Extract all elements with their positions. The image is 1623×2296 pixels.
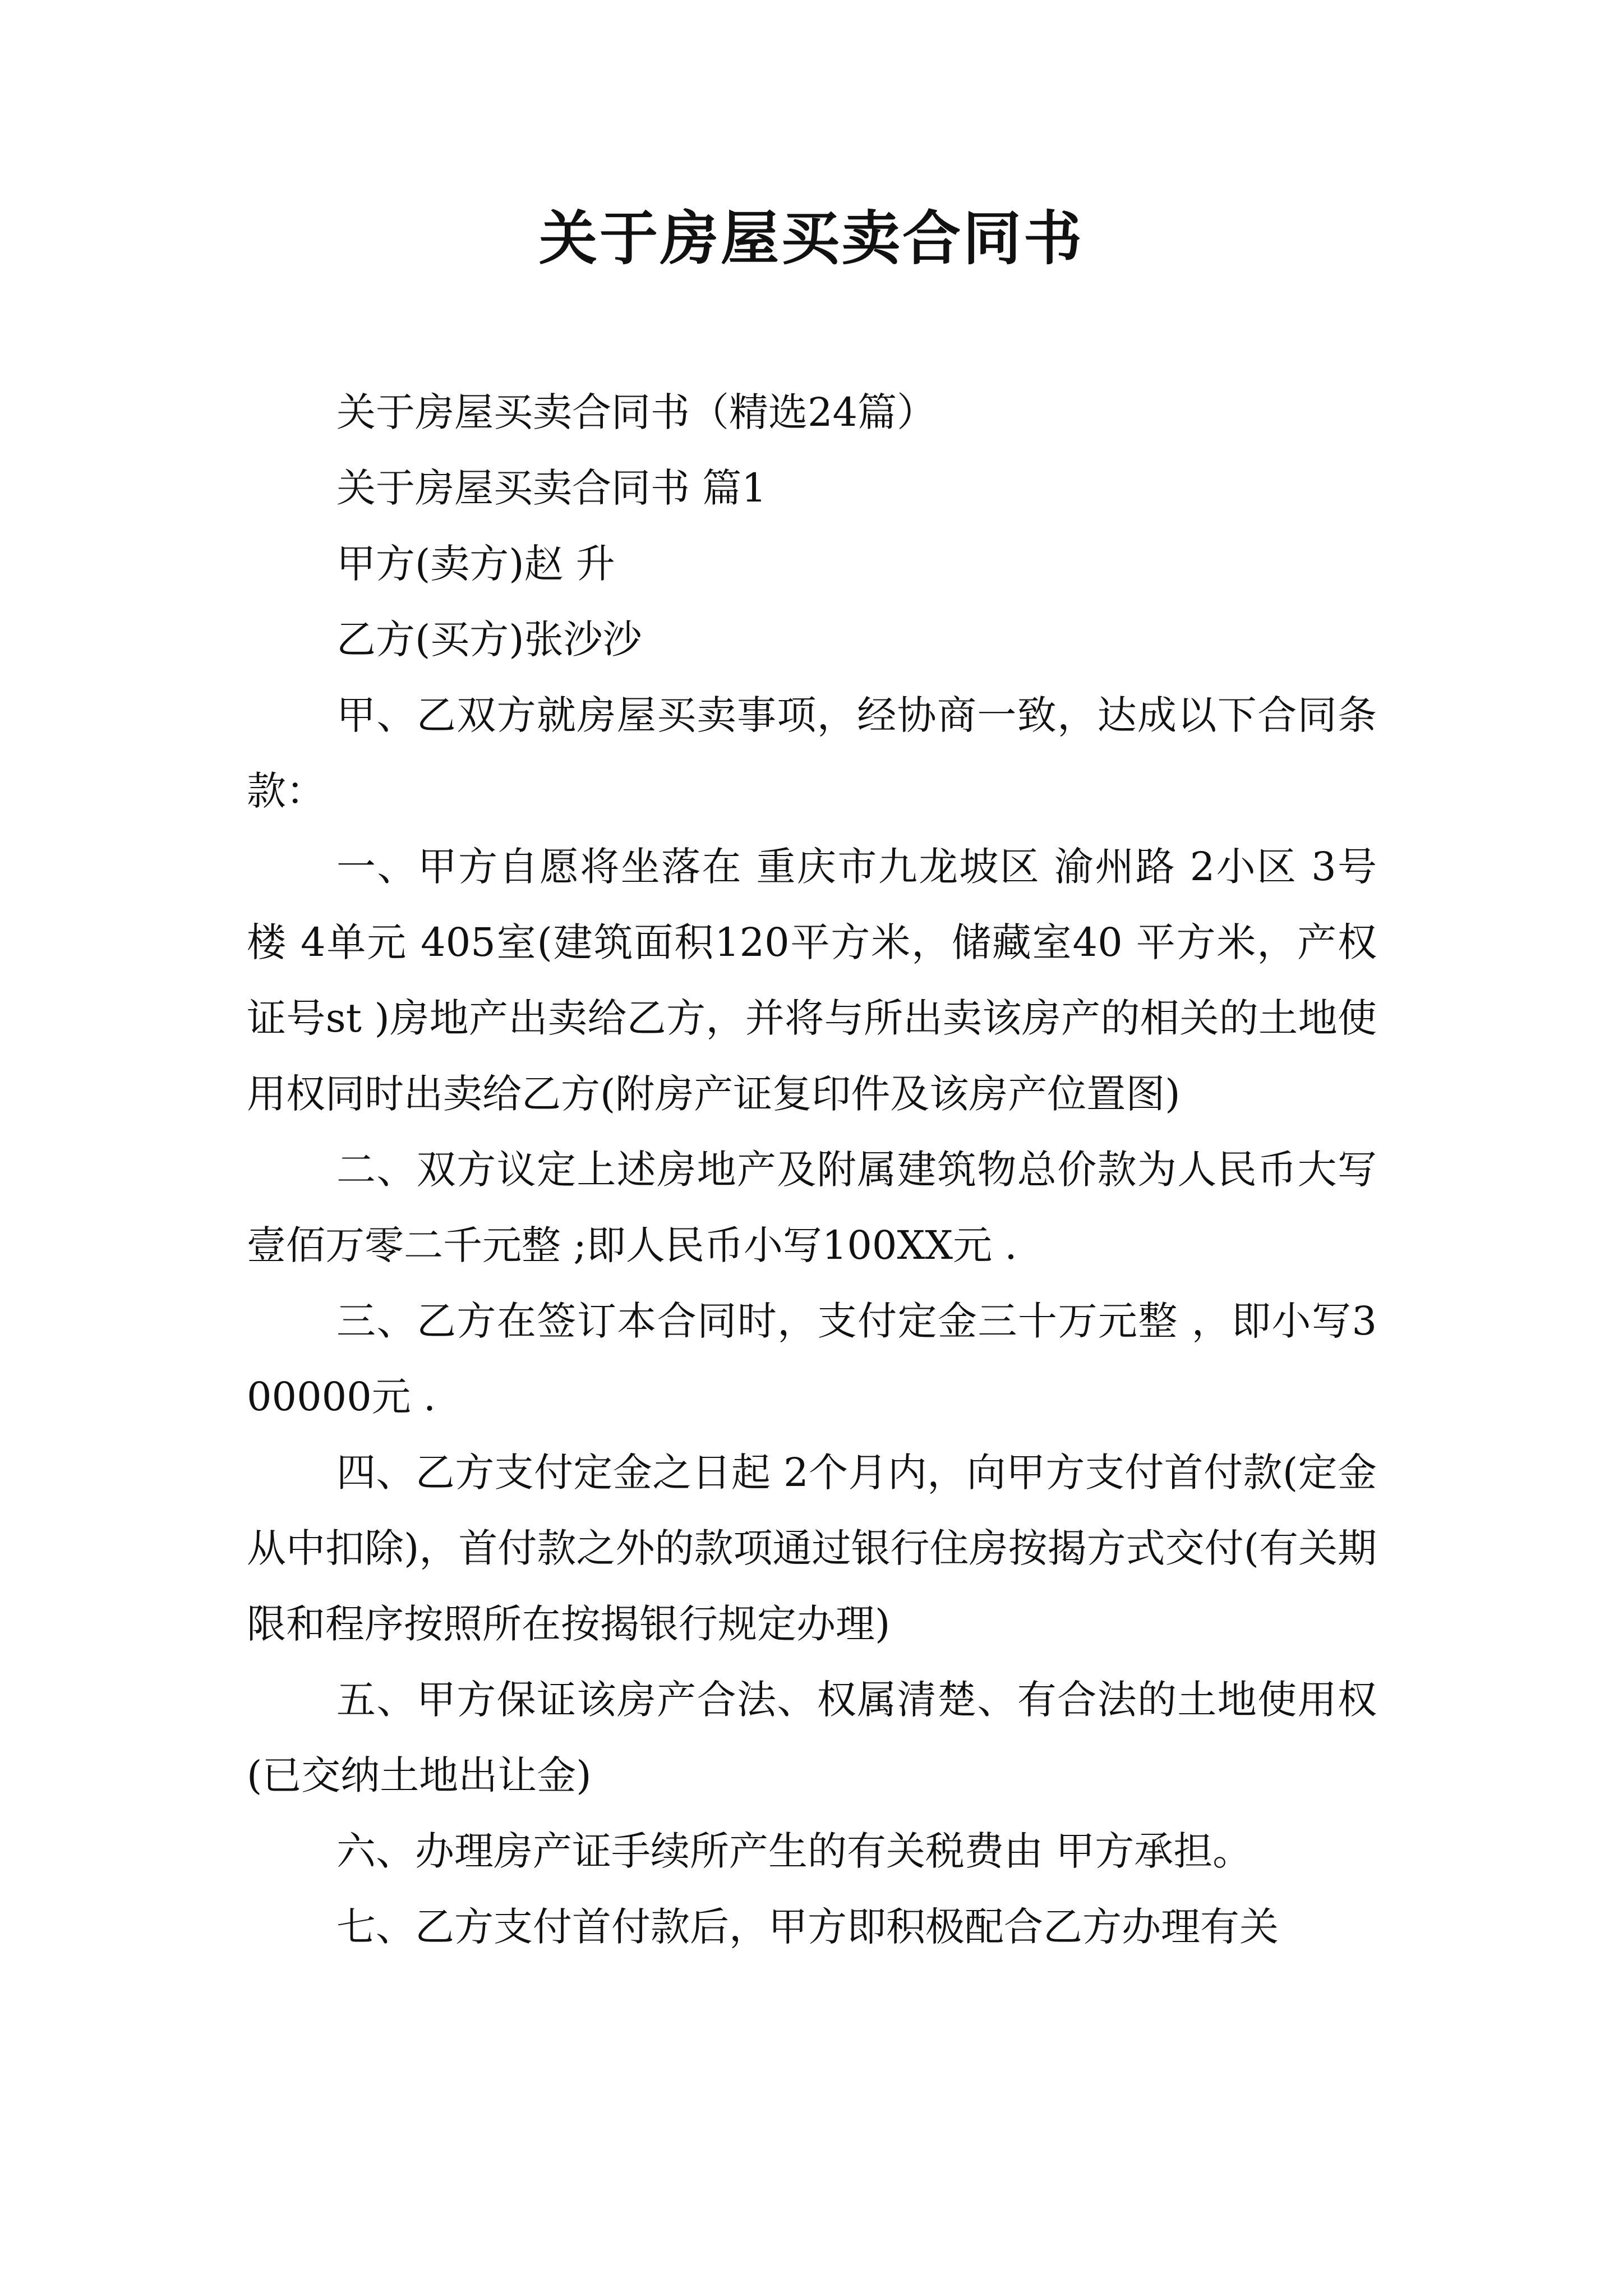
clause-7: 七、乙方支付首付款后，甲方即积极配合乙方办理有关 — [336, 1904, 1279, 1950]
paragraph-party-b: 乙方(买方)张沙沙 — [336, 616, 642, 662]
clause-6: 六、办理房产证手续所产生的有关税费由 甲方承担。 — [336, 1828, 1252, 1874]
paragraph-preamble: 甲、乙双方就房屋买卖事项，经协商一致，达成以下合同条款： — [247, 692, 1377, 814]
paragraph-party-a: 甲方(卖方)赵 升 — [336, 541, 615, 587]
clause-2: 二、双方议定上述房地产及附属建筑物总价款为人民币大写壹佰万零二千元整 ;即人民币小写100XX元 . — [247, 1147, 1377, 1268]
paragraph-chapter-heading: 关于房屋买卖合同书 篇1 — [336, 465, 767, 511]
clause-4: 四、乙方支付定金之日起 2个月内，向甲方支付首付款(定金从中扣除)，首付款之外的款项通过银行住房按揭方式交付(有关期限和程序按照所在按揭银行规定办理) — [247, 1450, 1377, 1647]
document-body — [247, 375, 1377, 1965]
paragraph-collection-title: 关于房屋买卖合同书（精选24篇） — [336, 389, 937, 435]
document-title: 关于房屋买卖合同书 — [538, 204, 1084, 273]
clause-5: 五、甲方保证该房产合法、权属清楚、有合法的土地使用权(已交纳土地出让金) — [247, 1677, 1377, 1798]
clause-1: 一、甲方自愿将坐落在 重庆市九龙坡区 渝州路 2小区 3号楼 4单元 405室(建筑面积120平方米，储藏室40 平方米，产权证号st )房地产出卖给乙方，并将与所出卖该房产的相关的土地使用权同时出卖给乙方(附房产证复印件及该房产位置图) — [247, 844, 1377, 1117]
clause-3: 三、乙方在签订本合同时，支付定金三十万元整 ，即小写300000元 . — [247, 1298, 1377, 1420]
